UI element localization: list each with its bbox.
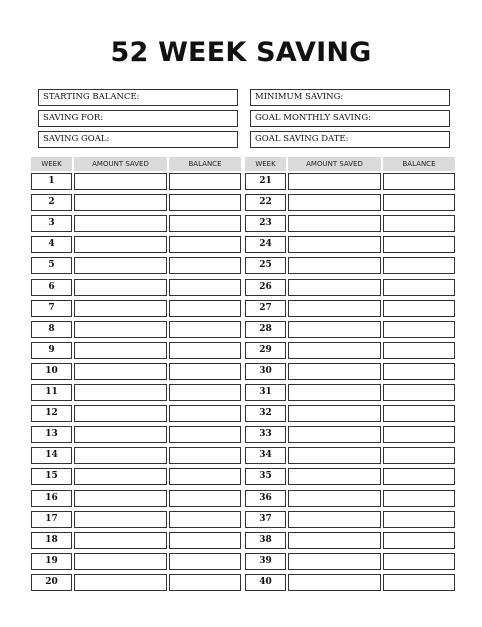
amount-saved-cell[interactable] [74, 384, 167, 401]
balance-cell[interactable] [169, 236, 241, 253]
week-number-cell: 29 [245, 342, 286, 359]
goal-saving-date-field[interactable]: GOAL SAVING DATE: [250, 131, 450, 148]
balance-cell[interactable] [383, 405, 455, 422]
week-number-cell: 22 [245, 194, 286, 211]
amount-saved-cell[interactable] [74, 511, 167, 528]
week-number-cell: 28 [245, 321, 286, 338]
amount-saved-cell[interactable] [74, 363, 167, 380]
week-header-right: WEEK [245, 157, 286, 171]
amount-saved-cell[interactable] [74, 257, 167, 274]
balance-cell[interactable] [169, 384, 241, 401]
week-number-cell: 11 [31, 384, 72, 401]
balance-header-right: BALANCE [383, 157, 455, 171]
amount-saved-cell[interactable] [288, 468, 381, 485]
amount-saved-cell[interactable] [288, 553, 381, 570]
week-number-cell: 13 [31, 426, 72, 443]
balance-cell[interactable] [383, 553, 455, 570]
amount-saved-cell[interactable] [288, 321, 381, 338]
week-number-cell: 1 [31, 173, 72, 190]
amount-saved-cell[interactable] [74, 490, 167, 507]
week-number-cell: 27 [245, 300, 286, 317]
week-number-cell: 9 [31, 342, 72, 359]
week-number-cell: 26 [245, 279, 286, 296]
minimum-saving-field[interactable]: MINIMUM SAVING: [250, 89, 450, 106]
balance-cell[interactable] [383, 384, 455, 401]
amount-saved-cell[interactable] [288, 511, 381, 528]
amount-saved-cell[interactable] [74, 426, 167, 443]
amount-saved-cell[interactable] [288, 532, 381, 549]
week-number-cell: 16 [31, 490, 72, 507]
week-header-left: WEEK [31, 157, 72, 171]
amount-saved-cell[interactable] [74, 279, 167, 296]
week-number-cell: 17 [31, 511, 72, 528]
balance-cell[interactable] [169, 490, 241, 507]
starting-balance-field[interactable]: STARTING BALANCE: [38, 89, 238, 106]
week-number-cell: 2 [31, 194, 72, 211]
week-number-cell: 24 [245, 236, 286, 253]
balance-cell[interactable] [383, 447, 455, 464]
balance-cell[interactable] [383, 279, 455, 296]
amount-saved-cell[interactable] [74, 236, 167, 253]
week-number-cell: 12 [31, 405, 72, 422]
week-number-cell: 8 [31, 321, 72, 338]
week-number-cell: 32 [245, 405, 286, 422]
goal-monthly-saving-field[interactable]: GOAL MONTHLY SAVING: [250, 110, 450, 127]
balance-cell[interactable] [383, 300, 455, 317]
amount-saved-cell[interactable] [74, 342, 167, 359]
balance-cell[interactable] [383, 194, 455, 211]
balance-cell[interactable] [383, 490, 455, 507]
balance-header-left: BALANCE [169, 157, 241, 171]
amount-saved-cell[interactable] [288, 236, 381, 253]
amount-saved-cell[interactable] [288, 342, 381, 359]
week-number-cell: 36 [245, 490, 286, 507]
balance-cell[interactable] [383, 342, 455, 359]
week-number-cell: 37 [245, 511, 286, 528]
week-number-cell: 4 [31, 236, 72, 253]
amount-saved-cell[interactable] [74, 194, 167, 211]
amount-saved-cell[interactable] [288, 490, 381, 507]
balance-cell[interactable] [169, 574, 241, 591]
balance-cell[interactable] [383, 532, 455, 549]
balance-cell[interactable] [383, 574, 455, 591]
balance-cell[interactable] [383, 236, 455, 253]
balance-cell[interactable] [383, 257, 455, 274]
amount-saved-cell[interactable] [288, 574, 381, 591]
amount-saved-cell[interactable] [288, 300, 381, 317]
amount-saved-cell[interactable] [74, 215, 167, 232]
balance-cell[interactable] [169, 553, 241, 570]
amount-saved-cell[interactable] [74, 532, 167, 549]
balance-cell[interactable] [169, 194, 241, 211]
amount-saved-cell[interactable] [288, 215, 381, 232]
balance-cell[interactable] [383, 363, 455, 380]
amount-saved-cell[interactable] [74, 173, 167, 190]
balance-cell[interactable] [383, 511, 455, 528]
week-number-cell: 33 [245, 426, 286, 443]
week-number-cell: 31 [245, 384, 286, 401]
balance-cell[interactable] [383, 426, 455, 443]
amount-saved-cell[interactable] [74, 405, 167, 422]
balance-cell[interactable] [169, 300, 241, 317]
balance-cell[interactable] [169, 215, 241, 232]
week-number-cell: 21 [245, 173, 286, 190]
week-number-cell: 23 [245, 215, 286, 232]
week-number-cell: 40 [245, 574, 286, 591]
amount-saved-cell[interactable] [288, 279, 381, 296]
amount-saved-header-left: AMOUNT SAVED [74, 157, 167, 171]
week-number-cell: 30 [245, 363, 286, 380]
week-number-cell: 15 [31, 468, 72, 485]
week-number-cell: 39 [245, 553, 286, 570]
amount-saved-cell[interactable] [288, 194, 381, 211]
balance-cell[interactable] [169, 468, 241, 485]
week-number-cell: 34 [245, 447, 286, 464]
page-title: 52 WEEK SAVING [110, 37, 372, 68]
balance-cell[interactable] [169, 511, 241, 528]
balance-cell[interactable] [169, 363, 241, 380]
amount-saved-cell[interactable] [74, 447, 167, 464]
week-number-cell: 14 [31, 447, 72, 464]
balance-cell[interactable] [169, 321, 241, 338]
amount-saved-cell[interactable] [74, 468, 167, 485]
week-number-cell: 5 [31, 257, 72, 274]
week-number-cell: 19 [31, 553, 72, 570]
balance-cell[interactable] [383, 468, 455, 485]
week-number-cell: 38 [245, 532, 286, 549]
week-number-cell: 7 [31, 300, 72, 317]
balance-cell[interactable] [383, 321, 455, 338]
amount-saved-cell[interactable] [288, 257, 381, 274]
week-number-cell: 35 [245, 468, 286, 485]
week-number-cell: 6 [31, 279, 72, 296]
balance-cell[interactable] [383, 215, 455, 232]
amount-saved-cell[interactable] [74, 553, 167, 570]
amount-saved-cell[interactable] [288, 384, 381, 401]
balance-cell[interactable] [169, 405, 241, 422]
week-number-cell: 20 [31, 574, 72, 591]
week-number-cell: 3 [31, 215, 72, 232]
amount-saved-cell[interactable] [288, 405, 381, 422]
week-number-cell: 18 [31, 532, 72, 549]
amount-saved-cell[interactable] [74, 300, 167, 317]
balance-cell[interactable] [169, 426, 241, 443]
amount-saved-header-right: AMOUNT SAVED [288, 157, 381, 171]
amount-saved-cell[interactable] [288, 363, 381, 380]
week-number-cell: 25 [245, 257, 286, 274]
amount-saved-cell[interactable] [74, 574, 167, 591]
balance-cell[interactable] [169, 447, 241, 464]
balance-cell[interactable] [383, 173, 455, 190]
balance-cell[interactable] [169, 279, 241, 296]
saving-goal-field[interactable]: SAVING GOAL: [38, 131, 238, 148]
amount-saved-cell[interactable] [288, 447, 381, 464]
amount-saved-cell[interactable] [288, 426, 381, 443]
balance-cell[interactable] [169, 532, 241, 549]
amount-saved-cell[interactable] [74, 321, 167, 338]
balance-cell[interactable] [169, 257, 241, 274]
balance-cell[interactable] [169, 173, 241, 190]
saving-for-field[interactable]: SAVING FOR: [38, 110, 238, 127]
week-number-cell: 10 [31, 363, 72, 380]
amount-saved-cell[interactable] [288, 173, 381, 190]
balance-cell[interactable] [169, 342, 241, 359]
